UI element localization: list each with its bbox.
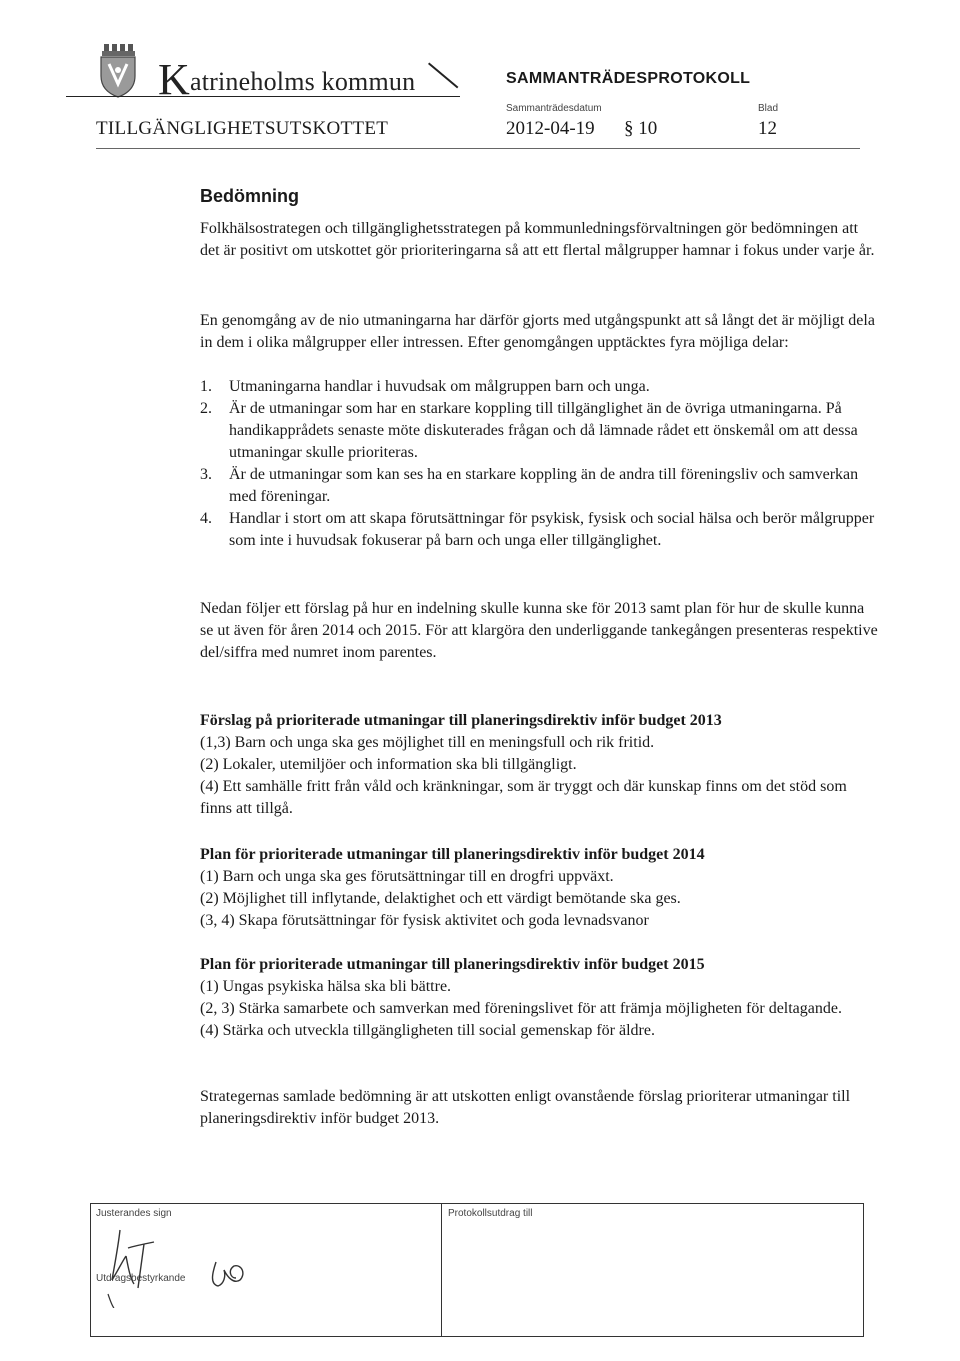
budget-2013-line: (4) Ett samhälle fritt från våld och kränkningar, som är tryggt och där kunskap finns om det stöd som finns att tillgå.: [200, 778, 847, 817]
municipal-crest-icon: [98, 44, 138, 98]
list-item: [200, 508, 880, 552]
page-number: 12: [758, 118, 777, 139]
budget-2014-line: (1) Barn och unga ska ges förutsättningar till en drogfri uppväxt.: [200, 868, 614, 885]
list-item-text: Är de utmaningar som kan ses ha en starkare koppling än de andra till föreningsliv och samverkan med föreningar.: [229, 466, 859, 505]
assessment-paragraph: Folkhälsostrategen och tillgänglighetsstrategen på kommunledningsförvaltningen gör bedömningen att det är positivt om utskottet gör prioriteringarna så att ett flertal målgrupper hamnar i fokus under varje år.: [200, 220, 875, 259]
organization-name: [158, 55, 416, 104]
section-heading: Bedömning: [200, 186, 299, 206]
adjuster-signature-label: Justerandes sign: [96, 1208, 172, 1219]
handwritten-signature: [100, 1218, 260, 1308]
meeting-date-label: Sammanträdesdatum: [506, 103, 602, 114]
budget-2013-line: (1,3) Barn och unga ska ges möjlighet till en meningsfull och rik fritid.: [200, 734, 655, 751]
list-item-text: Handlar i stort om att skapa förutsättningar för psykisk, fysisk och social hälsa och berör målgrupper som inte i huvudsak fokuserar på barn och unga eller tillgänglighet.: [229, 510, 875, 549]
budget-2014-title: Plan för prioriterade utmaningar till planeringsdirektiv inför budget 2014: [200, 846, 705, 863]
committee-name: TILLGÄNGLIGHETSUTSKOTTET: [96, 118, 389, 139]
budget-2013-line: (2) Lokaler, utemiljöer och information ska bli tillgängligt.: [200, 756, 577, 773]
meeting-date: 2012-04-19: [506, 118, 595, 139]
budget-2015-line: (1) Ungas psykiska hälsa ska bli bättre.: [200, 978, 452, 995]
paragraph-number: § 10: [624, 118, 658, 139]
list-item: [200, 464, 880, 508]
conclusion-paragraph: Strategernas samlade bedömning är att utskotten enligt ovanstående förslag prioriterar utmaningar till planeringsdirektiv inför budget 2013.: [200, 1088, 851, 1127]
certifier-label: Utdragsbestyrkande: [96, 1273, 186, 1284]
document-type: SAMMANTRÄDESPROTOKOLL: [506, 70, 751, 87]
org-name-initial: K: [158, 55, 190, 104]
budget-2013-title: Förslag på prioriterade utmaningar till planeringsdirektiv inför budget 2013: [200, 712, 722, 729]
parts-list: [200, 376, 880, 552]
budget-2015-title: Plan för prioriterade utmaningar till planeringsdirektiv inför budget 2015: [200, 956, 705, 973]
list-item-text: Utmaningarna handlar i huvudsak om målgruppen barn och unga.: [229, 378, 650, 395]
logo-slash: [428, 62, 458, 88]
budget-2015-section: [200, 954, 880, 1042]
budget-2014-line: (2) Möjlighet till inflytande, delaktighet och ett värdigt bemötande ska ges.: [200, 890, 681, 907]
list-item-text: Är de utmaningar som har en starkare koppling till tillgänglighet än de övriga utmaningarna. På handikapprådets senaste möte diskuterades frågan och då lämnade rådet ett önskemål om att dessa utmaningar skulle prioriteras.: [229, 400, 858, 461]
budget-2015-line: (2, 3) Stärka samarbete och samverkan med föreningslivet för att främja möjligheten för deltagande.: [200, 1000, 842, 1017]
excerpt-recipient-label: Protokollsutdrag till: [448, 1208, 533, 1219]
budget-2014-section: [200, 844, 880, 932]
list-item-number: 3.: [200, 466, 212, 483]
list-item-number: 1.: [200, 378, 212, 395]
header-divider: [96, 148, 860, 149]
list-item: [200, 398, 880, 464]
budget-2013-section: [200, 710, 880, 820]
org-name-rest: atrineholms kommun: [189, 67, 416, 96]
budget-2014-line: (3, 4) Skapa förutsättningar för fysisk aktivitet och goda levnadsvanor: [200, 912, 649, 929]
budget-2015-line: (4) Stärka och utveckla tillgängligheten till social gemenskap för äldre.: [200, 1022, 655, 1039]
review-paragraph: En genomgång av de nio utmaningarna har därför gjorts med utgångspunkt att så långt det är möjligt dela in dem i olika målgrupper eller intressen. Efter genomgången upptäcktes fyra möjliga delar:: [200, 312, 875, 351]
list-item: [200, 376, 880, 398]
list-item-number: 4.: [200, 510, 212, 527]
proposal-intro-paragraph: Nedan följer ett förslag på hur en indelning skulle kunna ske för 2013 samt plan för hur de skulle kunna se ut även för åren 2014 och 2015. För att klargöra den underliggande tankegången presenteras respektive del/siffra med numret inom parentes.: [200, 600, 878, 661]
list-item-number: 2.: [200, 400, 212, 417]
page-label: Blad: [758, 103, 779, 114]
